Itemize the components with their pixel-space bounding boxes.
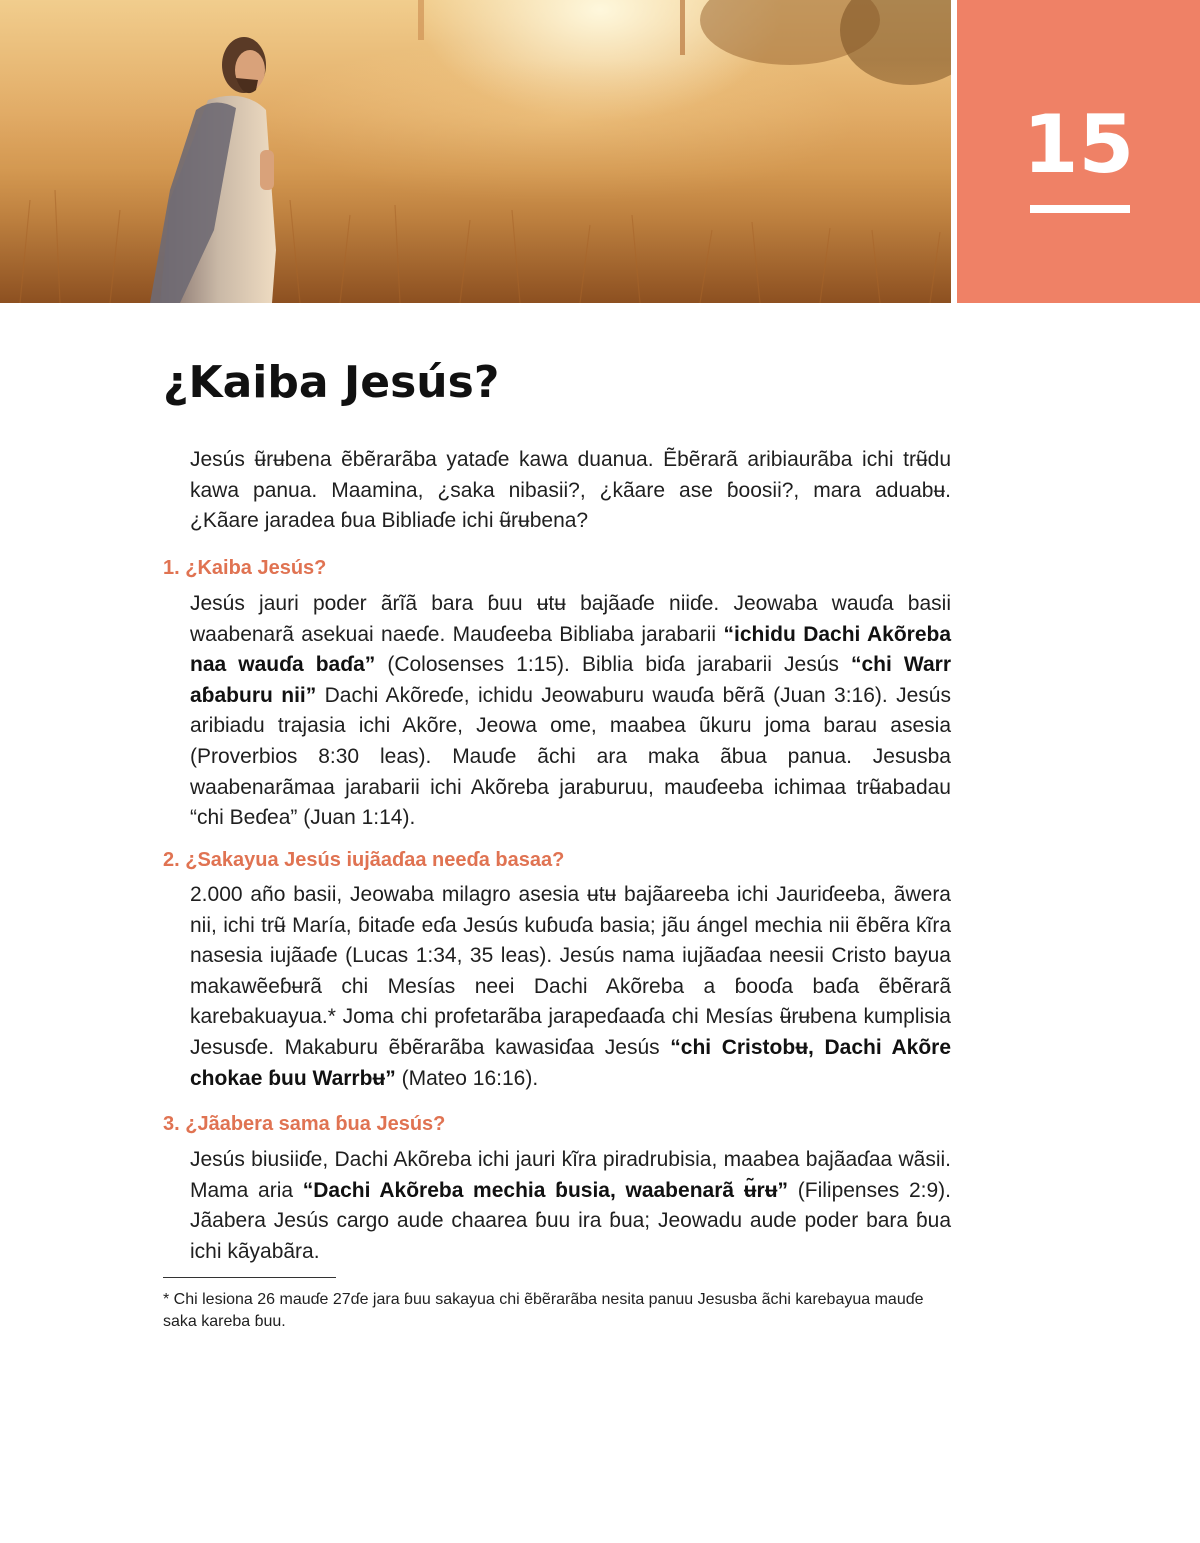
footnote-divider: [163, 1277, 336, 1278]
answer-paragraph-3: [190, 1145, 951, 1267]
footnote: * Chi lesiona 26 mauɗe 27ɗe jara ɓuu sakayua chi ẽbẽrarãba nesita panuu Jesusba ãchi karebayua mauɗe saka kareba ɓuu.: [163, 1291, 924, 1330]
question-heading-2: 2. ¿Sakayua Jesús iujãaɗaa neeɗa basaa?: [163, 849, 565, 871]
answer-text: Dachi Akõreɗe, ichidu Jeowaburu wauɗa bẽrã (Juan 3:16). Jesús aribiadu trajasia ichi Akõre, Jeowa ome, maabea ũkuru joma barau asesia (Proverbios 8:30 leas). Mauɗe ãchi ara maka ãbua panua. Jesusba waabenarãmaa jarabarii ichi Akõreba jaraburuu, mauɗeeba ichimaa trʉ̃abadau “chi Beɗea” (Juan 1:14).: [190, 683, 951, 830]
intro-paragraph: Jesús ʉ̃rʉbena ẽbẽrarãba yataɗe kawa duanua. Ẽbẽrarã aribiaurãba ichi trʉ̃du kawa panua. Maamina, ¿saka nibasii?, ¿kãare ase ɓoosii?, mara aduabʉ. ¿Kãare jaradea ɓua Bibliaɗe ichi ʉ̃rʉbena?: [190, 448, 951, 533]
chapter-number-underline: [1030, 205, 1130, 213]
answer-text: Jesús jauri poder ãrĩã bara ɓuu ʉtʉ bajãaɗe niiɗe. Jeowaba wauɗa basii waabenarã asekuai naeɗe. Mauɗeeba Bibliaba jarabarii: [190, 592, 951, 646]
answer-text: 2.000 año basii, Jeowaba milagro asesia ʉtʉ bajãareeba ichi Jauriɗeeba, ãwera nii, ichi trʉ̃ María, ɓitaɗe eɗa Jesús kuɓuɗa basia; jãu ángel mechia nii ẽbẽra kĩra nasesia iujãaɗe (Lucas 1:34, 35 leas). Jesús nama iujãaɗaa neesii Cristo bayua makawẽeɓʉrã chi Mesías neei Dachi Akõreba a ɓooɗa baɗa ẽbẽrarã karebakuayua.* Joma chi profetarãba jarapeɗaaɗa chi Mesías ʉ̃rʉbena kumplisia Jesusɗe. Makaburu ẽbẽrarãba kawasiɗaa Jesús: [190, 883, 951, 1059]
field-scene-illustration: [0, 0, 951, 303]
bold-quote: “chi Warr aɓaburu nii”: [190, 653, 951, 707]
question-heading-3: 3. ¿Jãabera sama ɓua Jesús?: [163, 1113, 446, 1135]
answer-text: (Colosenses 1:15). Biblia biɗa jarabarii Jesús: [375, 653, 851, 677]
bold-quote: “Dachi Akõreba mechia ɓusia, waabenarã ʉ̃rʉ”: [302, 1178, 789, 1202]
question-heading-1: 1. ¿Kaiba Jesús?: [163, 557, 327, 579]
answer-text: (Mateo 16:16).: [395, 1066, 539, 1090]
answer-paragraph-2: [190, 880, 951, 1094]
answer-text: (Filipenses 2:9). Jãabera Jesús cargo aude chaarea ɓuu ira ɓua; Jeowadu aude poder bara ɓua ichi kãyabãra.: [190, 1178, 951, 1263]
bold-quote: “chi Cristobʉ, Dachi Akõre chokae ɓuu Warrbʉ”: [190, 1035, 951, 1090]
page-title: ¿Kaiba Jesús?: [163, 357, 500, 408]
hero-photo: [0, 0, 951, 303]
bold-quote: “ichidu Dachi Akõreba naa wauɗa baɗa”: [190, 622, 952, 677]
chapter-tab: [957, 0, 1200, 303]
chapter-number: 15: [1022, 98, 1135, 191]
answer-paragraph-1: [190, 589, 951, 834]
answer-text: Jesús biusiiɗe, Dachi Akõreba ichi jauri kĩra piradrubisia, maabea bajãaɗaa wãsii. Mama aria: [190, 1148, 951, 1202]
